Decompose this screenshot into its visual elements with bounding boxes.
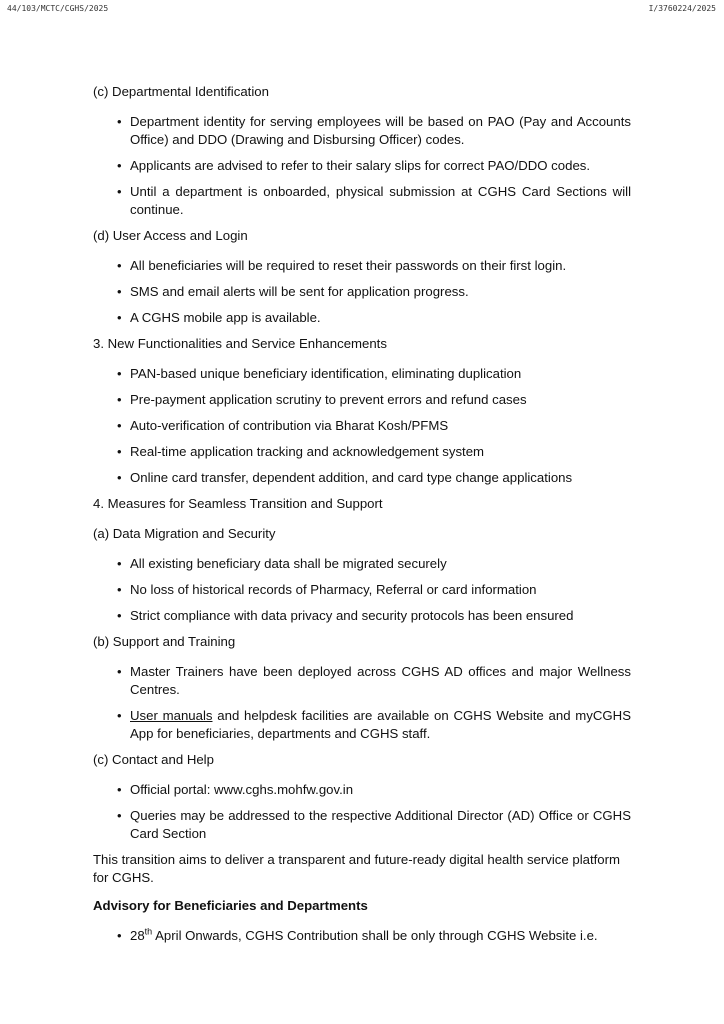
- section-heading: 4. Measures for Seamless Transition and Support: [93, 496, 383, 511]
- bullet-icon: •: [117, 928, 122, 943]
- list-item: • SMS and email alerts will be sent for application progress.: [117, 284, 469, 299]
- bullet-icon: •: [117, 114, 122, 129]
- list-item: • Until a department is onboarded, physical submission at CGHS Card Sections will continue.: [117, 184, 631, 217]
- bullet-icon: •: [117, 184, 122, 199]
- section-heading: 3. New Functionalities and Service Enhancements: [93, 336, 387, 351]
- list-item: • No loss of historical records of Pharmacy, Referral or card information: [117, 582, 537, 597]
- list-item: • Official portal: www.cghs.mohfw.gov.in: [117, 782, 354, 797]
- list-item: • Pre-payment application scrutiny to prevent errors and refund cases: [117, 392, 527, 407]
- list-item: • Real-time application tracking and acknowledgement system: [117, 444, 485, 459]
- section-heading: (d) User Access and Login: [93, 228, 248, 243]
- section-heading: (c) Contact and Help: [93, 752, 214, 767]
- bullet-icon: •: [117, 708, 122, 723]
- document-id-number: I/3760224/2025: [648, 4, 716, 13]
- bullet-icon: •: [117, 664, 122, 679]
- list-item: • PAN-based unique beneficiary identification, eliminating duplication: [117, 366, 522, 381]
- bullet-icon: •: [117, 310, 122, 325]
- bullet-list: [93, 663, 631, 743]
- bullet-icon: •: [117, 284, 122, 299]
- bullet-list: [93, 555, 631, 625]
- list-item: • A CGHS mobile app is available.: [117, 310, 321, 325]
- list-item: • Auto-verification of contribution via Bharat Kosh/PFMS: [117, 418, 449, 433]
- list-item: • Applicants are advised to refer to their salary slips for correct PAO/DDO codes.: [117, 158, 591, 173]
- advisory-heading: Advisory for Beneficiaries and Departments: [93, 898, 368, 913]
- bullet-icon: •: [117, 392, 122, 407]
- bullet-icon: •: [117, 582, 122, 597]
- list-item: • Online card transfer, dependent addition, and card type change applications: [117, 470, 573, 485]
- list-item: • Master Trainers have been deployed across CGHS AD offices and major Wellness Centres.: [117, 664, 631, 697]
- list-item: • Strict compliance with data privacy and security protocols has been ensured: [117, 608, 574, 623]
- list-item: • User manuals and helpdesk facilities are available on CGHS Website and myCGHS App for beneficiaries, departments and CGHS staff.: [117, 708, 631, 741]
- bullet-list: [93, 781, 631, 843]
- bullet-icon: •: [117, 608, 122, 623]
- bullet-list: [93, 365, 631, 487]
- user-manuals-link[interactable]: User manuals: [130, 708, 213, 723]
- bullet-icon: •: [117, 556, 122, 571]
- bullet-list: [93, 113, 631, 219]
- bullet-list: [93, 927, 631, 945]
- bullet-icon: •: [117, 470, 122, 485]
- bullet-list: [93, 257, 631, 327]
- bullet-icon: •: [117, 258, 122, 273]
- bullet-icon: •: [117, 444, 122, 459]
- bullet-icon: •: [117, 366, 122, 381]
- document-body: [93, 83, 631, 953]
- document-reference-number: 44/103/MCTC/CGHS/2025: [7, 4, 109, 13]
- list-item: • All existing beneficiary data shall be migrated securely: [117, 556, 447, 571]
- section-heading: (b) Support and Training: [93, 634, 236, 649]
- bullet-icon: •: [117, 782, 122, 797]
- section-heading: (c) Departmental Identification: [93, 84, 269, 99]
- list-item: • 28th April Onwards, CGHS Contribution shall be only through CGHS Website i.e.: [117, 926, 598, 943]
- bullet-icon: •: [117, 808, 122, 823]
- list-item: • Department identity for serving employees will be based on PAO (Pay and Accounts Office) and DDO (Drawing and Disbursing Officer) codes.: [117, 114, 631, 147]
- closing-paragraph: This transition aims to deliver a transparent and future-ready digital health service platform for CGHS.: [93, 852, 621, 885]
- bullet-icon: •: [117, 418, 122, 433]
- list-item: • All beneficiaries will be required to reset their passwords on their first login.: [117, 258, 567, 273]
- list-item: • Queries may be addressed to the respective Additional Director (AD) Office or CGHS Card Section: [117, 808, 631, 841]
- section-heading: (a) Data Migration and Security: [93, 526, 276, 541]
- bullet-icon: •: [117, 158, 122, 173]
